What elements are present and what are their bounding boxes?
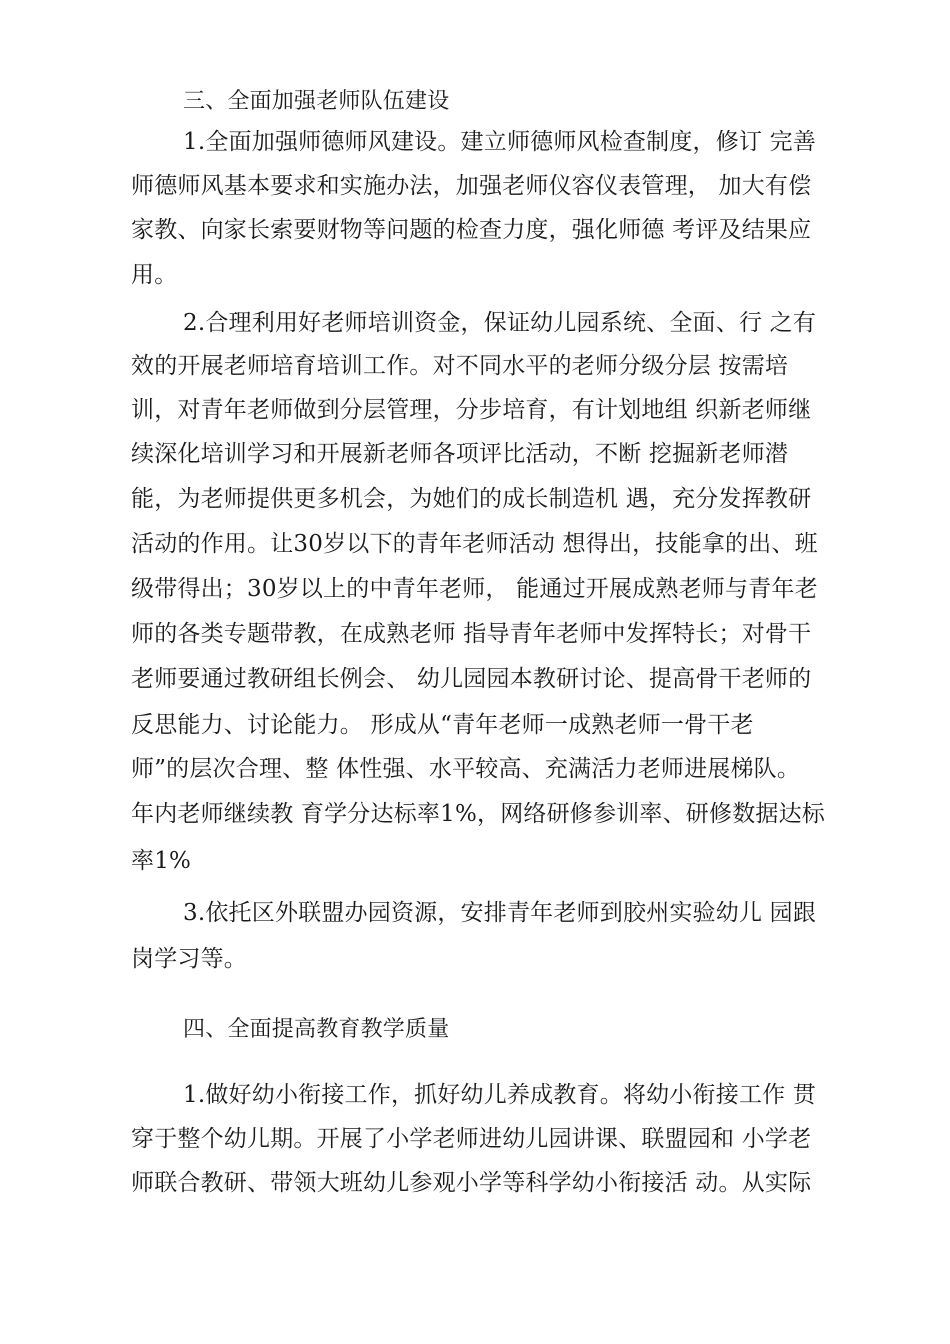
section-heading-4: 四、全面提高教育教学质量 xyxy=(183,1017,450,1042)
paragraph-line: 家教、向家长索要财物等问题的检查力度，强化师德 考评及结果应 xyxy=(131,217,812,243)
paragraph-line: 用。 xyxy=(131,262,178,288)
paragraph-line: 穿于整个幼儿期。开展了小学老师进幼儿园讲课、联盟园和 小学老 xyxy=(131,1126,812,1152)
paragraph-line: 效的开展老师培育培训工作。对不同水平的老师分级分层 按需培 xyxy=(131,353,789,379)
paragraph-line: 1.全面加强师德师风建设。建立师德师风检查制度，修订 完善 xyxy=(183,129,817,155)
paragraph-line: 级带得出；30岁以上的中青年老师， 能通过开展成熟老师与青年老 xyxy=(131,576,818,602)
paragraph-line: 师的各类专题带教，在成熟老师 指导青年老师中发挥特长；对骨干 xyxy=(131,621,812,647)
paragraph-line: 师”的层次合理、整 体性强、水平较高、充满活力老师进展梯队。 xyxy=(131,756,801,782)
paragraph-line: 老师要通过教研组长例会、 幼儿园园本教研讨论、提高骨干老师的 xyxy=(131,666,812,692)
paragraph-line: 能，为老师提供更多机会，为她们的成长制造机 遇，充分发挥教研 xyxy=(131,486,812,512)
section-heading-3: 三、全面加强老师队伍建设 xyxy=(183,89,450,114)
paragraph-line: 2.合理利用好老师培训资金，保证幼儿园系统、全面、行 之有 xyxy=(183,310,817,336)
paragraph-line: 年内老师继续教 育学分达标率1%，网络研修参训率、研修数据达标 xyxy=(131,801,825,827)
paragraph-line: 续深化培训学习和开展新老师各项评比活动，不断 挖掘新老师潜 xyxy=(131,441,789,467)
paragraph-line: 师德师风基本要求和实施办法，加强老师仪容仪表管理， 加大有偿 xyxy=(131,173,812,199)
paragraph-line: 3.依托区外联盟办园资源，安排青年老师到胶州实验幼儿 园跟 xyxy=(183,900,817,926)
paragraph-line: 1.做好幼小衔接工作，抓好幼儿养成教育。将幼小衔接工作 贯 xyxy=(183,1082,817,1108)
paragraph-line: 训，对青年老师做到分层管理，分步培育，有计划地组 织新老师继 xyxy=(131,397,812,423)
paragraph-line: 师联合教研、带领大班幼儿参观小学等科学幼小衔接活 动。从实际 xyxy=(131,1170,812,1196)
paragraph-line: 岗学习等。 xyxy=(131,946,247,972)
paragraph-line: 反思能力、讨论能力。 形成从“青年老师一成熟老师一骨干老 xyxy=(131,712,754,738)
paragraph-line: 率1% xyxy=(131,848,192,874)
paragraph-line: 活动的作用。让30岁以下的青年老师活动 想得出，技能拿的出、班 xyxy=(131,531,818,557)
